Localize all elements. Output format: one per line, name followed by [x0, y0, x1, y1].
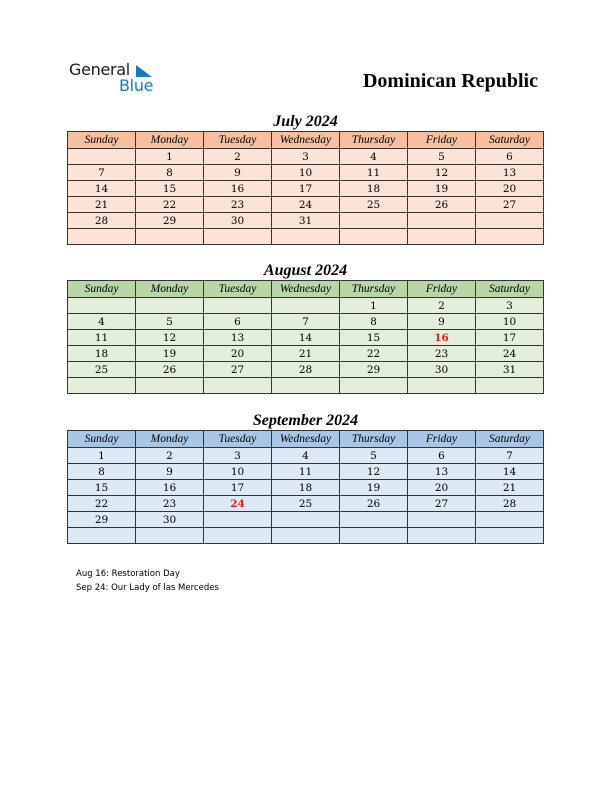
weekday-header: Wednesday: [272, 281, 340, 298]
week-row: [68, 448, 544, 464]
day-cell: 19: [136, 346, 204, 362]
day-cell: 3: [272, 149, 340, 165]
day-cell: 6: [476, 149, 544, 165]
day-cell: 15: [136, 181, 204, 197]
day-cell: 4: [272, 448, 340, 464]
day-cell: [476, 512, 544, 528]
week-row: [68, 496, 544, 512]
day-cell: [340, 378, 408, 394]
week-row: [68, 480, 544, 496]
week-row: [68, 464, 544, 480]
calendar-header: [68, 431, 544, 448]
day-cell: [340, 512, 408, 528]
weekday-header: Sunday: [68, 132, 136, 149]
day-cell: 21: [272, 346, 340, 362]
week-row: [68, 346, 544, 362]
week-row: [68, 528, 544, 544]
week-row: [68, 314, 544, 330]
day-cell: 12: [136, 330, 204, 346]
day-cell: [340, 528, 408, 544]
day-cell: [204, 378, 272, 394]
weekday-header: Friday: [408, 431, 476, 448]
weekday-header-row: [68, 431, 544, 448]
day-cell: 12: [408, 165, 476, 181]
day-cell: [476, 528, 544, 544]
day-cell: 29: [136, 213, 204, 229]
day-cell: 31: [476, 362, 544, 378]
week-row: [68, 330, 544, 346]
day-cell: 21: [476, 480, 544, 496]
weekday-header: Tuesday: [204, 281, 272, 298]
day-cell: 23: [204, 197, 272, 213]
day-cell: [68, 229, 136, 245]
day-cell: 24: [272, 197, 340, 213]
month-title-august: August 2024: [263, 262, 348, 279]
calendar-body: [68, 149, 544, 245]
week-row: [68, 298, 544, 314]
week-row: [68, 149, 544, 165]
weekday-header: Saturday: [476, 431, 544, 448]
day-cell: 13: [408, 464, 476, 480]
day-cell: 13: [204, 330, 272, 346]
day-cell: 8: [136, 165, 204, 181]
weekday-header: Sunday: [68, 281, 136, 298]
day-cell: 27: [408, 496, 476, 512]
week-row: [68, 197, 544, 213]
day-cell: [408, 528, 476, 544]
day-cell: 9: [408, 314, 476, 330]
day-cell: 25: [272, 496, 340, 512]
day-cell: 1: [136, 149, 204, 165]
day-cell: [340, 229, 408, 245]
day-cell: 6: [408, 448, 476, 464]
holiday-day-cell: 24: [204, 496, 272, 512]
day-cell: 15: [68, 480, 136, 496]
day-cell: 21: [68, 197, 136, 213]
day-cell: [68, 528, 136, 544]
day-cell: 20: [476, 181, 544, 197]
day-cell: 28: [272, 362, 340, 378]
day-cell: 10: [272, 165, 340, 181]
day-cell: 10: [476, 314, 544, 330]
month-july: [67, 112, 544, 245]
day-cell: 4: [68, 314, 136, 330]
day-cell: 15: [340, 330, 408, 346]
day-cell: [136, 229, 204, 245]
day-cell: 11: [272, 464, 340, 480]
weekday-header: Monday: [136, 431, 204, 448]
day-cell: 28: [68, 213, 136, 229]
day-cell: 5: [136, 314, 204, 330]
day-cell: [408, 378, 476, 394]
day-cell: [136, 378, 204, 394]
day-cell: 19: [340, 480, 408, 496]
day-cell: [68, 298, 136, 314]
weekday-header: Thursday: [340, 281, 408, 298]
day-cell: [204, 229, 272, 245]
day-cell: [408, 229, 476, 245]
day-cell: 14: [68, 181, 136, 197]
day-cell: 30: [204, 213, 272, 229]
month-august: [67, 261, 544, 394]
day-cell: 11: [68, 330, 136, 346]
month-september: [67, 411, 544, 544]
weekday-header: Sunday: [68, 431, 136, 448]
day-cell: 3: [204, 448, 272, 464]
day-cell: 16: [136, 480, 204, 496]
day-cell: 22: [340, 346, 408, 362]
day-cell: 22: [68, 496, 136, 512]
day-cell: [476, 229, 544, 245]
weekday-header: Monday: [136, 281, 204, 298]
logo-text-blue: Blue: [119, 76, 154, 95]
day-cell: 4: [340, 149, 408, 165]
day-cell: 7: [476, 448, 544, 464]
calendar-body: [68, 448, 544, 544]
weekday-header: Monday: [136, 132, 204, 149]
day-cell: [272, 528, 340, 544]
day-cell: [204, 528, 272, 544]
day-cell: 9: [204, 165, 272, 181]
calendar-header: [68, 281, 544, 298]
day-cell: [272, 378, 340, 394]
day-cell: 18: [272, 480, 340, 496]
weekday-header: Saturday: [476, 132, 544, 149]
day-cell: [136, 528, 204, 544]
holiday-day-cell: 16: [408, 330, 476, 346]
week-row: [68, 165, 544, 181]
day-cell: 8: [340, 314, 408, 330]
day-cell: 27: [204, 362, 272, 378]
day-cell: 25: [340, 197, 408, 213]
day-cell: 23: [136, 496, 204, 512]
day-cell: 25: [68, 362, 136, 378]
day-cell: [68, 378, 136, 394]
weekday-header: Tuesday: [204, 431, 272, 448]
day-cell: 1: [340, 298, 408, 314]
calendar-body: [68, 298, 544, 394]
day-cell: 9: [136, 464, 204, 480]
month-title-september: September 2024: [252, 412, 359, 429]
holiday-note: Sep 24: Our Lady of las Mercedes: [76, 583, 219, 593]
day-cell: 28: [476, 496, 544, 512]
day-cell: 24: [476, 346, 544, 362]
day-cell: [204, 512, 272, 528]
day-cell: 18: [68, 346, 136, 362]
day-cell: [340, 213, 408, 229]
day-cell: 14: [272, 330, 340, 346]
weekday-header: Wednesday: [272, 431, 340, 448]
day-cell: 26: [136, 362, 204, 378]
day-cell: 7: [68, 165, 136, 181]
day-cell: 30: [408, 362, 476, 378]
day-cell: 27: [476, 197, 544, 213]
day-cell: 31: [272, 213, 340, 229]
week-row: [68, 213, 544, 229]
day-cell: 2: [136, 448, 204, 464]
week-row: [68, 229, 544, 245]
logo-text-general: General: [69, 60, 130, 79]
day-cell: 18: [340, 181, 408, 197]
day-cell: 5: [340, 448, 408, 464]
day-cell: 8: [68, 464, 136, 480]
generalblue-logo: [69, 60, 169, 100]
day-cell: 30: [136, 512, 204, 528]
day-cell: 13: [476, 165, 544, 181]
day-cell: 19: [408, 181, 476, 197]
day-cell: 29: [340, 362, 408, 378]
day-cell: 1: [68, 448, 136, 464]
day-cell: 2: [204, 149, 272, 165]
day-cell: 7: [272, 314, 340, 330]
day-cell: 6: [204, 314, 272, 330]
day-cell: 20: [204, 346, 272, 362]
calendar-july: [67, 131, 544, 245]
calendar-header: [68, 132, 544, 149]
day-cell: 23: [408, 346, 476, 362]
day-cell: [272, 229, 340, 245]
day-cell: 20: [408, 480, 476, 496]
day-cell: 17: [272, 181, 340, 197]
day-cell: 5: [408, 149, 476, 165]
day-cell: [408, 512, 476, 528]
calendar-august: [67, 280, 544, 394]
weekday-header: Thursday: [340, 132, 408, 149]
day-cell: [408, 213, 476, 229]
week-row: [68, 378, 544, 394]
day-cell: 10: [204, 464, 272, 480]
day-cell: 26: [340, 496, 408, 512]
weekday-header: Wednesday: [272, 132, 340, 149]
day-cell: 2: [408, 298, 476, 314]
holiday-notes: [76, 567, 219, 595]
weekday-header: Friday: [408, 281, 476, 298]
day-cell: [476, 213, 544, 229]
weekday-header: Thursday: [340, 431, 408, 448]
day-cell: 3: [476, 298, 544, 314]
weekday-header: Tuesday: [204, 132, 272, 149]
calendar-september: [67, 430, 544, 544]
day-cell: 26: [408, 197, 476, 213]
holiday-note: Aug 16: Restoration Day: [76, 569, 180, 579]
day-cell: 22: [136, 197, 204, 213]
day-cell: [204, 298, 272, 314]
day-cell: 17: [204, 480, 272, 496]
week-row: [68, 512, 544, 528]
day-cell: 17: [476, 330, 544, 346]
weekday-header-row: [68, 281, 544, 298]
day-cell: [68, 149, 136, 165]
weekday-header-row: [68, 132, 544, 149]
day-cell: [476, 378, 544, 394]
week-row: [68, 181, 544, 197]
day-cell: 11: [340, 165, 408, 181]
day-cell: 14: [476, 464, 544, 480]
day-cell: [136, 298, 204, 314]
day-cell: 16: [204, 181, 272, 197]
day-cell: 12: [340, 464, 408, 480]
country-title: Dominican Republic: [362, 70, 538, 92]
day-cell: 29: [68, 512, 136, 528]
weekday-header: Saturday: [476, 281, 544, 298]
day-cell: [272, 512, 340, 528]
day-cell: [272, 298, 340, 314]
weekday-header: Friday: [408, 132, 476, 149]
month-title-july: July 2024: [273, 113, 338, 130]
week-row: [68, 362, 544, 378]
